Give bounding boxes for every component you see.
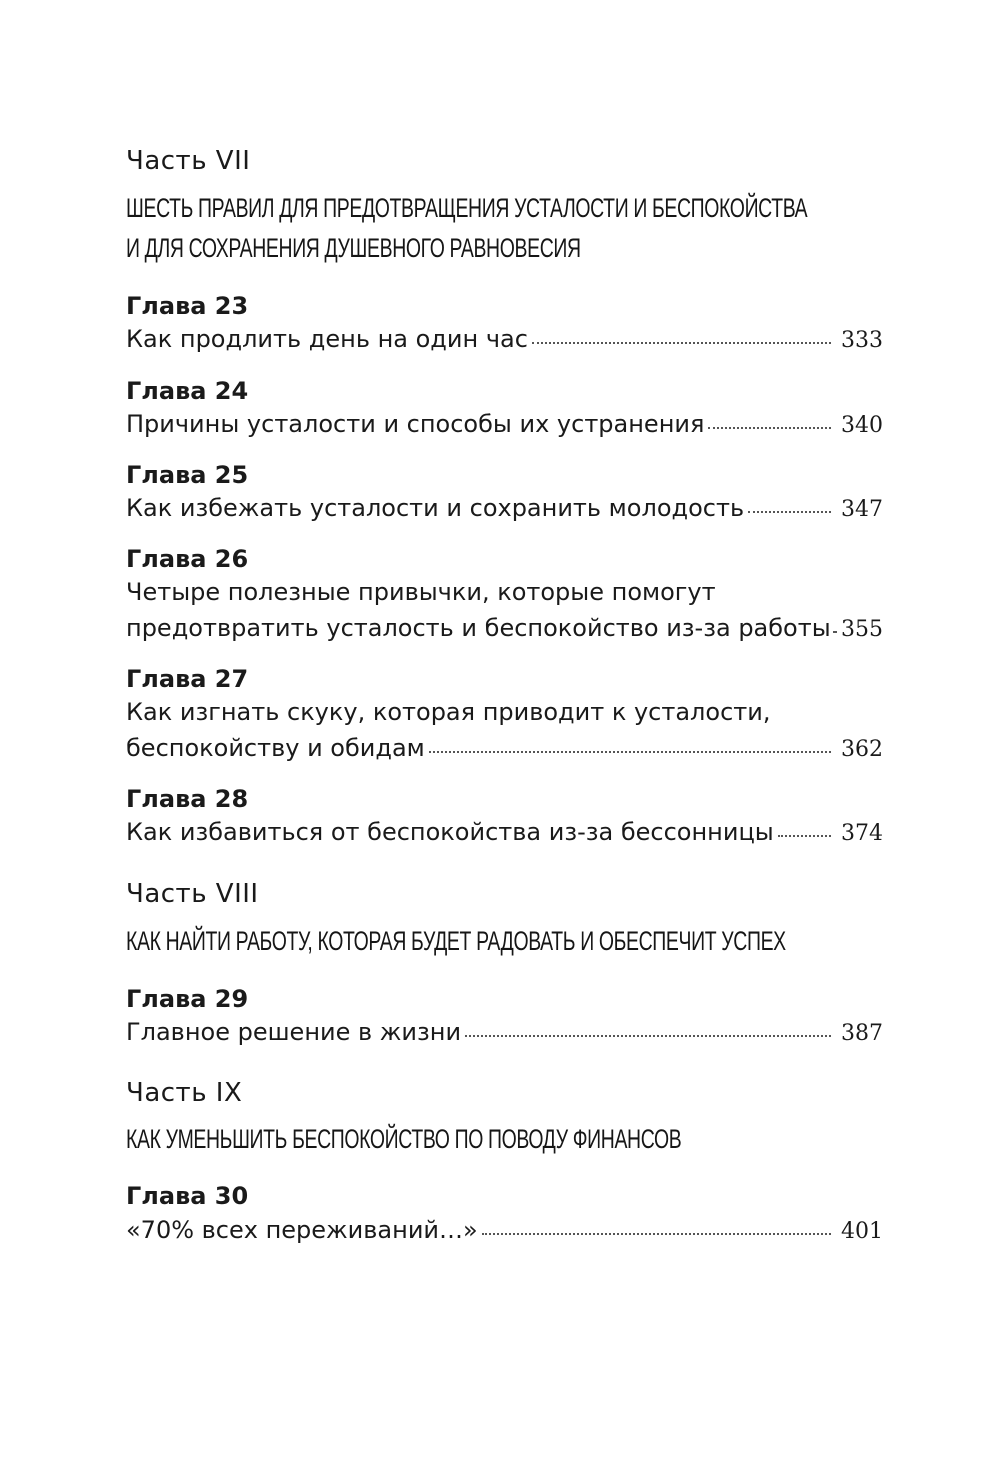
dot-leader: [833, 631, 837, 633]
part-title: КАК НАЙТИ РАБОТУ, КОТОРАЯ БУДЕТ РАДОВАТЬ И ОБЕСПЕЧИТ УСПЕХ: [126, 926, 786, 956]
dot-leader: [429, 751, 831, 753]
dot-leader: [708, 427, 831, 429]
chapter-label: Глава 28: [126, 785, 249, 813]
toc-entry[interactable]: [126, 734, 883, 762]
page-number: 374: [841, 821, 883, 846]
page-number: 340: [841, 413, 883, 438]
part-label: Часть VIII: [126, 879, 259, 909]
chapter-title: Как избежать усталости и сохранить молодость: [126, 494, 745, 522]
toc-entry[interactable]: [126, 1216, 883, 1244]
chapter-label: Глава 30: [126, 1182, 249, 1210]
toc-entry[interactable]: [126, 1018, 883, 1046]
dot-leader: [532, 342, 831, 344]
dot-leader: [465, 1035, 831, 1037]
part-label: Часть IX: [126, 1078, 243, 1108]
page-number: 387: [841, 1021, 883, 1046]
page-number: 362: [841, 737, 883, 762]
toc-entry[interactable]: [126, 494, 883, 522]
page-number: 401: [841, 1219, 883, 1244]
chapter-title: Как продлить день на один час: [126, 325, 528, 353]
part-title: И ДЛЯ СОХРАНЕНИЯ ДУШЕВНОГО РАВНОВЕСИЯ: [126, 233, 581, 263]
chapter-title-line-2: беспокойству и обидам: [126, 734, 425, 762]
chapter-label: Глава 29: [126, 985, 249, 1013]
part-label: Часть VII: [126, 146, 251, 176]
toc-entry[interactable]: [126, 325, 883, 353]
toc-entry[interactable]: [126, 410, 883, 438]
toc-entry[interactable]: [126, 614, 883, 642]
part-title: КАК УМЕНЬШИТЬ БЕСПОКОЙСТВО ПО ПОВОДУ ФИНАНСОВ: [126, 1124, 682, 1154]
chapter-label: Глава 26: [126, 545, 249, 573]
dot-leader: [482, 1233, 831, 1235]
chapter-title: Четыре полезные привычки, которые помогут: [126, 578, 716, 606]
chapter-title: Как избавиться от беспокойства из-за бессонницы: [126, 818, 774, 846]
page-number: 355: [841, 617, 883, 642]
chapter-label: Глава 23: [126, 292, 249, 320]
page-number: 347: [841, 497, 883, 522]
part-title: ШЕСТЬ ПРАВИЛ ДЛЯ ПРЕДОТВРАЩЕНИЯ УСТАЛОСТИ И БЕСПОКОЙСТВА: [126, 193, 808, 223]
chapter-title: Главное решение в жизни: [126, 1018, 462, 1046]
chapter-title: «70% всех переживаний…»: [126, 1216, 478, 1244]
chapter-label: Глава 27: [126, 665, 249, 693]
dot-leader: [778, 835, 831, 837]
page-number: 333: [841, 328, 883, 353]
chapter-title-line-2: предотвратить усталость и беспокойство из-за работы: [126, 614, 831, 642]
chapter-label: Глава 25: [126, 461, 249, 489]
chapter-label: Глава 24: [126, 377, 249, 405]
toc-entry[interactable]: [126, 818, 883, 846]
dot-leader: [748, 511, 831, 513]
chapter-title: Причины усталости и способы их устранения: [126, 410, 705, 438]
chapter-title: Как изгнать скуку, которая приводит к усталости,: [126, 698, 771, 726]
